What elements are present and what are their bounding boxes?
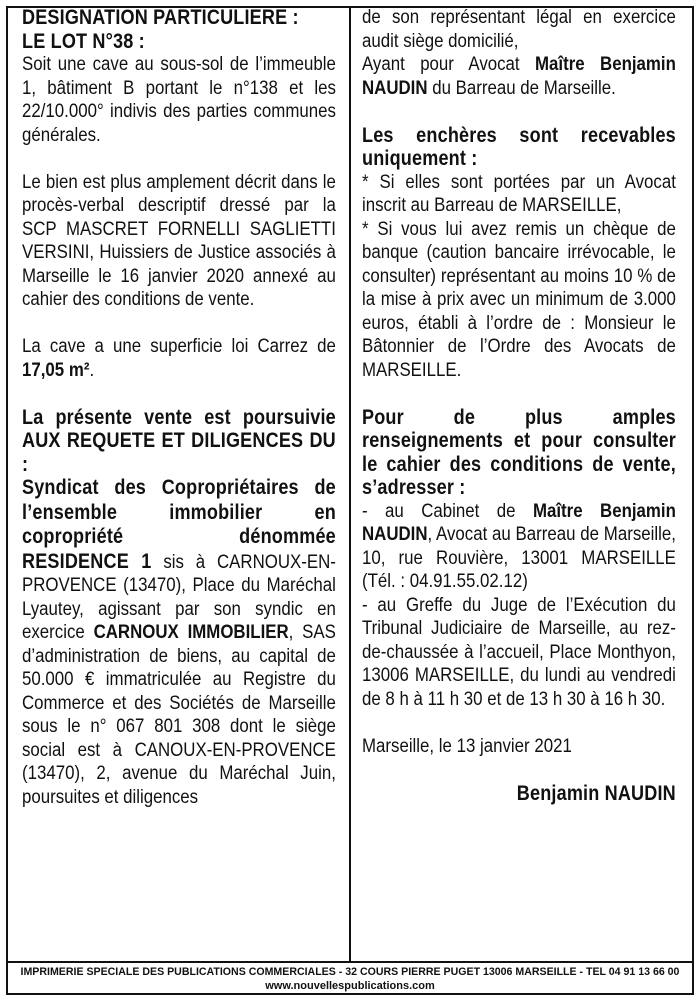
signature: Benjamin NAUDIN	[516, 781, 676, 805]
contact-cabinet: - au Cabinet de Maître Benjamin NAUDIN, Avocat au Barreau de Marseille, 10, rue Rouvière, 13001 MARSEILLE (Tél. : 04.91.55.02.12)	[362, 499, 676, 592]
lot-description: Soit une cave au sous-sol de l’immeuble 1, bâtiment B portant le n°138 et les 22/10.000° indivis des parties communes générales.	[22, 53, 336, 146]
renseignements-heading: Pour de plus amples renseignements et pour consulter le cahier des conditions de vente, s’adresser :	[362, 405, 676, 499]
cabinet-name: Maître Benjamin NAUDIN	[362, 499, 676, 545]
representant-paragraph: de son représentant légal en exercice audit siège domicilié,	[362, 6, 676, 52]
right-column	[362, 6, 676, 805]
condition-avocat: * Si elles sont portées par un Avocat inscrit au Barreau de MARSEILLE,	[362, 170, 676, 216]
printer-website[interactable]: www.nouvellespublications.com	[265, 980, 435, 992]
column-divider	[349, 8, 351, 961]
syndicat-paragraph: Syndicat des Copropriétaires de l’ensemble immobilier en copropriété dénommée RESIDENCE 1 sis à CARNOUX-EN-PROVENCE (13470), Place du Maréchal Lyautey, agissant par son syndic en exercice CARNOUX IMMOBILIER, SAS d’administration de biens, au capital de 50.000 € immatriculée au Registre du Commerce et des Sociétés de Marseille sous le n° 067 801 308 dont le siège social est à CANOUX-EN-PROVENCE (13470), 2, avenue du Maréchal Juin, poursuites et diligences	[22, 476, 336, 808]
condition-cheque: * Si vous lui avez remis un chèque de banque (caution bancaire irrévocable, le consulter) représentant au moins 10 % de la mise à prix avec un minimum de 3.000 euros, établi à l’ordre de : Monsieur le Bâtonnier de l’Ordre des Avocats de MARSEILLE.	[362, 217, 676, 381]
avocat-paragraph: Ayant pour Avocat Maître Benjamin NAUDIN du Barreau de Marseille.	[362, 53, 676, 99]
lot-heading: LE LOT N°38 :	[22, 29, 145, 53]
contact-greffe: - au Greffe du Juge de l’Exécution du Tribunal Judiciaire de Marseille, au rez-de-chaussée à l’accueil, Place Monthyon, 13006 MARSEILLE, du lundi au vendredi de 8 h à 11 h 30 et de 13 h 30 à 16 h 30.	[362, 593, 676, 710]
syndic-name: CARNOUX IMMOBILIER	[93, 621, 289, 643]
date-line: Marseille, le 13 janvier 2021	[362, 734, 572, 757]
surface-value: 17,05 m²	[22, 358, 90, 381]
syndicat-name: Syndicat des Copropriétaires de l’ensemble immobilier en copropriété dénommée RESIDENCE 1	[22, 476, 336, 573]
surface-paragraph: La cave a une superficie loi Carrez de 17,05 m².	[22, 335, 336, 381]
printer-address: IMPRIMERIE SPECIALE DES PUBLICATIONS COMMERCIALES - 32 COURS PIERRE PUGET 13006 MARSEILLE - TEL 04 91 13 66 00	[20, 966, 680, 978]
encheres-heading: Les enchères sont recevables uniquement :	[362, 123, 676, 170]
avocat-name: Maître Benjamin NAUDIN	[362, 53, 676, 99]
left-column	[22, 6, 336, 809]
poursuivie-heading: La présente vente est poursuivie AUX REQUETE ET DILIGENCES DU :	[22, 405, 336, 476]
printer-footer	[6, 961, 694, 995]
surface-text: La cave a une superficie loi Carrez de	[22, 335, 336, 357]
pv-description: Le bien est plus amplement décrit dans le procès-verbal descriptif dressé par la SCP MASCRET FORNELLI SAGLIETTI VERSINI, Huissiers de Justice associés à Marseille le 16 janvier 2020 annexé au cahier des conditions de vente.	[22, 170, 336, 310]
designation-heading: DÉSIGNATION PARTICULIERE :	[22, 6, 299, 29]
